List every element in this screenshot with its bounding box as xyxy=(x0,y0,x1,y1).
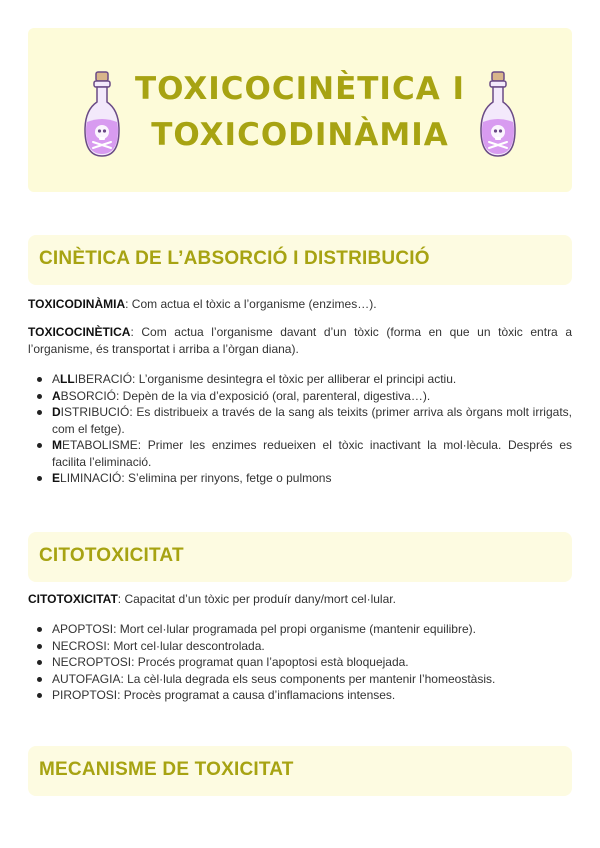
list-item xyxy=(28,388,572,405)
list-item: AUTOFAGIA: La cèl·lula degrada els seus components per mantenir l’homeostàsis. xyxy=(28,671,572,688)
poison-bottle-icon xyxy=(478,70,518,160)
item-text: IBERACIÓ: L’organisme desintegra el tòxic per alliberar el principi actiu. xyxy=(74,372,457,386)
definition-toxicocinetica xyxy=(28,324,572,358)
term: CITOTOXICITAT xyxy=(28,592,118,606)
item-initial: M xyxy=(52,438,62,452)
list-item: PIROPTOSI: Procès programat a causa d’inflamacions intenses. xyxy=(28,687,572,704)
section-heading: MECANISME DE TOXICITAT xyxy=(39,759,294,780)
section-header-mecanisme xyxy=(28,746,572,796)
list-item xyxy=(28,470,572,487)
item-text: LIMINACIÓ: S’elimina per rinyons, fetge o pulmons xyxy=(60,471,332,485)
item-initial: D xyxy=(52,405,61,419)
title-line-2: TOXICODINÀMIA xyxy=(151,117,449,153)
cell-death-list xyxy=(28,621,572,704)
list-item xyxy=(28,404,572,437)
list-item: APOPTOSI: Mort cel·lular programada pel propi organisme (mantenir equilibre). xyxy=(28,621,572,638)
item-text: ISTRIBUCIÓ: Es distribueix a través de la sang als teixits (primer arriva als òrgans molt irrigats, com el fetge). xyxy=(52,405,572,436)
section-heading: CINÈTICA DE L’ABSORCIÓ I DISTRIBUCIÓ xyxy=(39,248,430,269)
adme-list xyxy=(28,371,572,487)
item-initial: E xyxy=(52,471,61,485)
item-initial: A xyxy=(52,388,61,403)
page-title xyxy=(110,66,490,158)
item-text: ETABOLISME: Primer les enzimes redueixen el tòxic inactivant la mol·lècula. Després es facilita l’eliminació. xyxy=(52,438,572,469)
definition-text: : Capacitat d’un tòxic per produír dany/mort cel·lular. xyxy=(117,592,396,606)
term: TOXICOCINÈTICA xyxy=(28,325,131,339)
list-item: NECROPTOSI: Procés programat quan l’apoptosi està bloquejada. xyxy=(28,654,572,671)
term: TOXICODINÀMIA xyxy=(28,297,126,311)
item-text: BSORCIÓ: Depèn de la via d’exposició (oral, parenteral, digestiva…). xyxy=(60,388,431,403)
list-item xyxy=(28,371,572,388)
item-prefix: A xyxy=(52,372,61,386)
definition-toxicodinamia xyxy=(28,296,572,313)
list-item: NECROSI: Mort cel·lular descontrolada. xyxy=(28,638,572,655)
section-header-citotoxicitat xyxy=(28,532,572,582)
item-initial: LL xyxy=(60,372,75,386)
section-heading: CITOTOXICITAT xyxy=(39,545,184,566)
list-item xyxy=(28,437,572,470)
title-line-1: TOXICOCINÈTICA I xyxy=(134,71,466,107)
definition-text: : Com actua l’organisme davant d’un tòxic (forma en que un tòxic entra a l’organisme, és transportat i arriba a l’òrgan diana). xyxy=(28,325,572,356)
definition-text: : Com actua el tòxic a l’organisme (enzimes…). xyxy=(125,297,377,311)
section-header-absorcio xyxy=(28,235,572,285)
definition-citotoxicitat xyxy=(28,591,572,608)
